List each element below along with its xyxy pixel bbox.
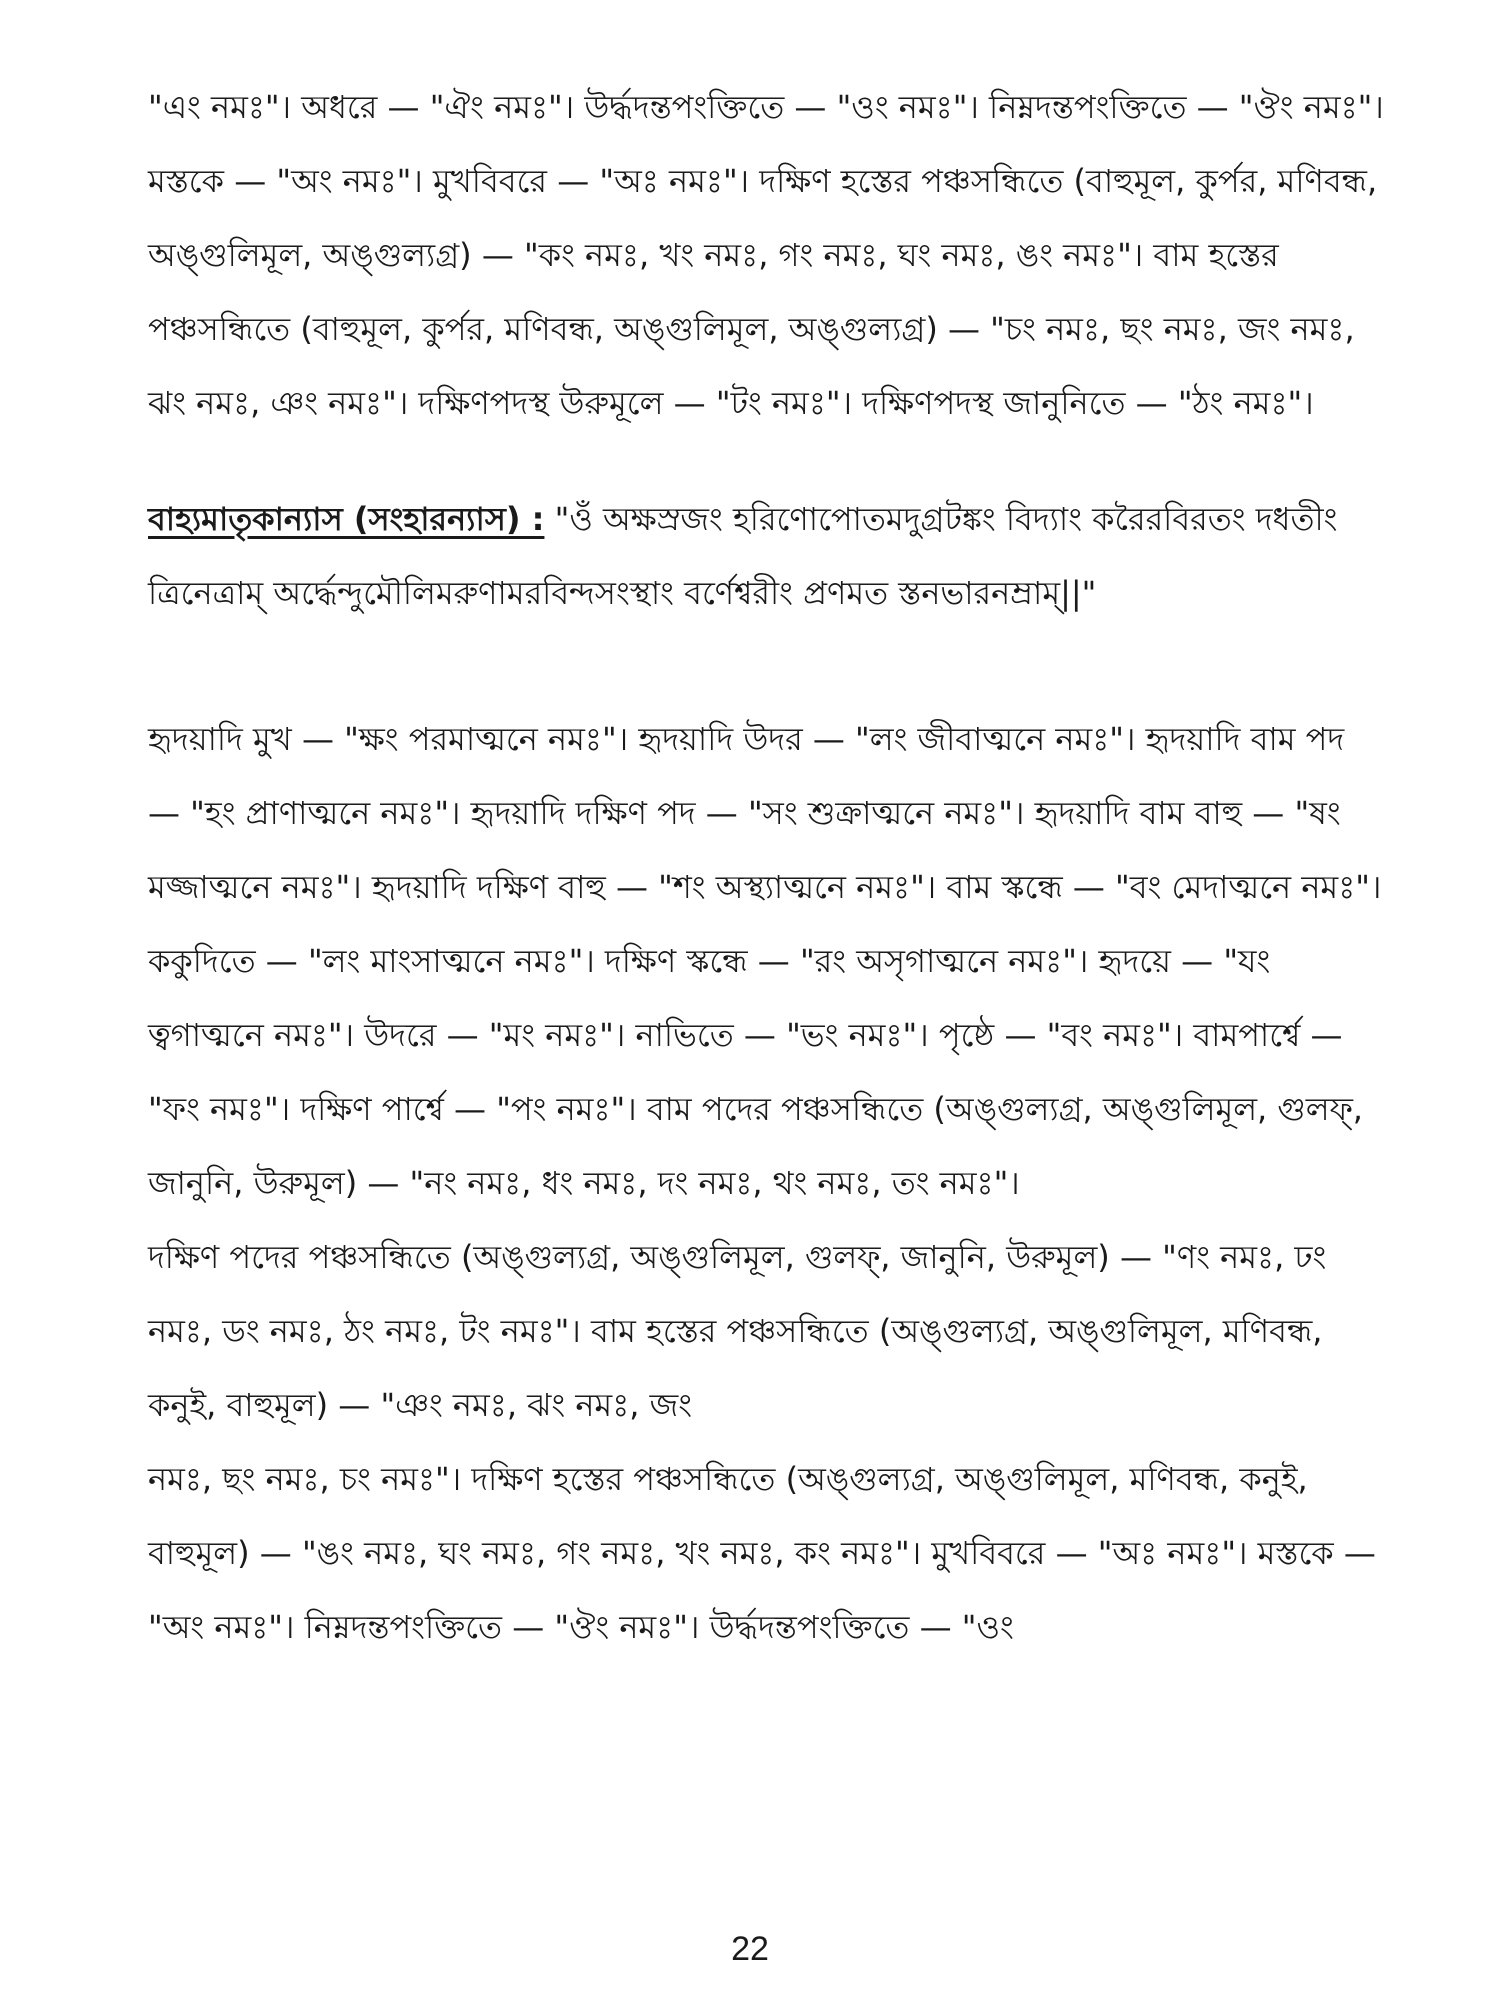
section-heading: বাহ্যমাতৃকান্যাস (সংহারন্যাস) : — [148, 500, 545, 538]
paragraph-hridayadi-nyasa: হৃদয়াদি মুখ — "ক্ষং পরমাত্মনে নমঃ"। হৃদয়াদি উদর — "লং জীবাত্মনে নমঃ"। হৃদয়াদি বাম পদ — "হং প্রাণাত্মনে নমঃ"। হৃদয়াদি দক্ষিণ পদ — "সং শুক্রাত্মনে নমঃ"। হৃদয়াদি বাম বাহু — "ষং মজ্জাত্মনে নমঃ"। হৃদয়াদি দক্ষিণ বাহু — "শং অস্থ্যাত্মনে নমঃ"। বাম স্কন্ধে — "বং মেদাত্মনে নমঃ"। ককুদিতে — "লং মাংসাত্মনে নমঃ"। দক্ষিণ স্কন্ধে — "রং অসৃগাত্মনে নমঃ"। হৃদয়ে — "যং ত্বগাত্মনে নমঃ"। উদরে — "মং নমঃ"। নাভিতে — "ভং নমঃ"। পৃষ্ঠে — "বং নমঃ"। বামপার্শ্বে — "ফং নমঃ"। দক্ষিণ পার্শ্বে — "পং নমঃ"। বাম পদের পঞ্চসন্ধিতে (অঙ্গুল্যগ্র, অঙ্গুলিমূল, গুলফ্, জানুনি, উরুমূল) — "নং নমঃ, ধং নমঃ, দং নমঃ, থং নমঃ, তং নমঃ"। — [148, 720, 1382, 1202]
page-body — [148, 70, 1384, 1664]
dhyana-verse: "ওঁ অক্ষস্রজং হরিণোপোতমদুগ্রটঙ্কং বিদ্যাং করৈরবিরতং দধতীং ত্রিনেত্রাম্ অর্দ্ধেন্দুমৌলিমরুণামরবিন্দসংস্থাং বর্ণেশ্বরীং প্রণমত স্তনভারনম্রাম্||" — [148, 500, 1338, 612]
page-number: 22 — [731, 1930, 769, 1968]
paragraph-bahya-matrika-nyasa — [148, 482, 1384, 630]
paragraph-dakshina-pada: দক্ষিণ পদের পঞ্চসন্ধিতে (অঙ্গুল্যগ্র, অঙ্গুলিমূল, গুলফ্, জানুনি, উরুমূল) — "ণং নমঃ, ঢং নমঃ, ডং নমঃ, ঠং নমঃ, টং নমঃ"। বাম হস্তের পঞ্চসন্ধিতে (অঙ্গুল্যগ্র, অঙ্গুলিমূল, মণিবন্ধ, কনুই, বাহুমূল) — "ঞং নমঃ, ঝং নমঃ, জং — [148, 1238, 1327, 1424]
paragraph-matrika-nyasa-cont: "এং নমঃ"। অধরে — "ঐং নমঃ"। উর্দ্ধদন্তপংক্তিতে — "ওং নমঃ"। নিম্নদন্তপংক্তিতে — "ঔং নমঃ"। মস্তকে — "অং নমঃ"। মুখবিবরে — "অঃ নমঃ"। দক্ষিণ হস্তের পঞ্চসন্ধিতে (বাহুমূল, কুর্পর, মণিবন্ধ, অঙ্গুলিমূল, অঙ্গুল্যগ্র) — "কং নমঃ, খং নমঃ, গং নমঃ, ঘং নমঃ, ঙং নমঃ"। বাম হস্তের পঞ্চসন্ধিতে (বাহুমূল, কুর্পর, মণিবন্ধ, অঙ্গুলিমূল, অঙ্গুল্যগ্র) — "চং নমঃ, ছং নমঃ, জং নমঃ, ঝং নমঃ, ঞং নমঃ"। দক্ষিণপদস্থ উরুমূলে — "টং নমঃ"। দক্ষিণপদস্থ জানুনিতে — "ঠং নমঃ"। — [148, 88, 1384, 422]
paragraph-dakshina-hasta: নমঃ, ছং নমঃ, চং নমঃ"। দক্ষিণ হস্তের পঞ্চসন্ধিতে (অঙ্গুল্যগ্র, অঙ্গুলিমূল, মণিবন্ধ, কনুই, বাহুমূল) — "ঙং নমঃ, ঘং নমঃ, গং নমঃ, খং নমঃ, কং নমঃ"। মুখবিবরে — "অঃ নমঃ"। মস্তকে — "অং নমঃ"। নিম্নদন্তপংক্তিতে — "ঔং নমঃ"। উর্দ্ধদন্তপংক্তিতে — "ওং — [148, 1460, 1376, 1646]
